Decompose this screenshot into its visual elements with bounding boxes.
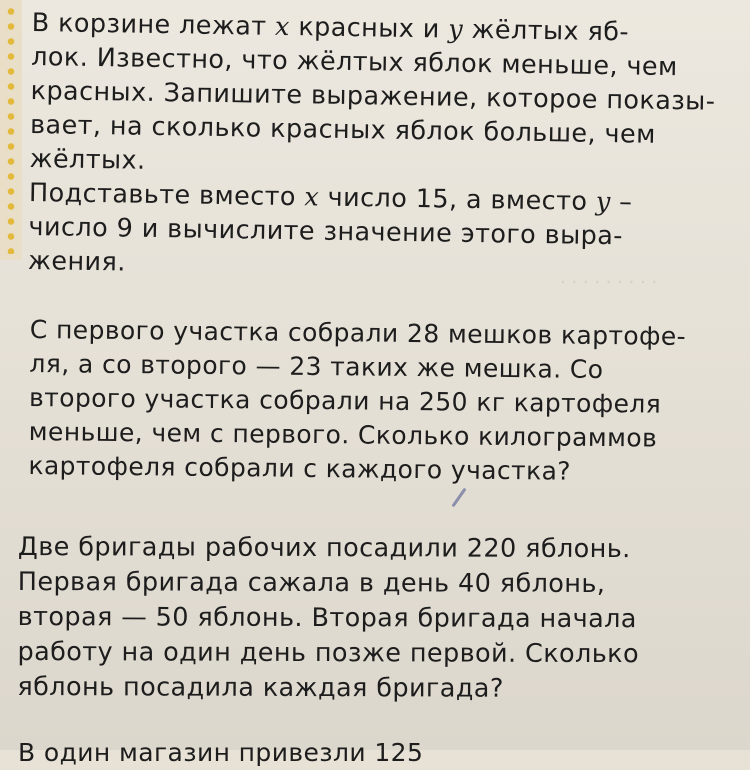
problem2-line: меньше, чем с первого. Сколько килограммов bbox=[28, 416, 658, 453]
problem3-line: вторая — 50 яблонь. Вторая бригада начала bbox=[17, 601, 637, 635]
problem2-line: картофеля собрали с каждого участка? bbox=[28, 450, 572, 486]
problem3-line: Две бригады рабочих посадили 220 яблонь. bbox=[17, 532, 631, 565]
pen-mark bbox=[451, 488, 466, 508]
problem-apple-trees bbox=[17, 530, 734, 707]
problem1-line3: красных. Запишите выражение, которое показы- bbox=[30, 75, 716, 117]
problem-apples-expression bbox=[28, 6, 748, 289]
problem2-line: С первого участка собрали 28 мешков картофе- bbox=[29, 314, 687, 351]
problem3-line: работу на один день позже первой. Сколько bbox=[17, 636, 640, 670]
problem1-line6: Подставьте вместо x число 15, а вместо y – bbox=[28, 177, 633, 218]
problem-shop-cut-off bbox=[18, 736, 734, 770]
problem1-line1: В корзине лежат x красных и y жёлтых яб- bbox=[31, 7, 630, 48]
variable-x: x bbox=[274, 11, 291, 43]
problem2-line: ля, а со второго — 23 таких же мешка. Со bbox=[29, 348, 604, 385]
problem1-line5: жёлтых. bbox=[29, 143, 146, 176]
problem1-line8: жения. bbox=[27, 245, 126, 278]
problem1-line2: лок. Известно, что жёлтых яблок меньше, чем bbox=[30, 41, 678, 83]
problem3-line: яблонь посадила каждая бригада? bbox=[17, 671, 504, 704]
margin-dots-decoration bbox=[6, 4, 16, 254]
variable-y: y bbox=[595, 186, 611, 218]
variable-x: x bbox=[304, 182, 320, 213]
problem4-line: В один магазин привезли 125 bbox=[18, 738, 424, 767]
problem3-line: Первая бригада сажала в день 40 яблонь, bbox=[17, 566, 606, 600]
problem2-line: второго участка собрали на 250 кг картофеля bbox=[28, 382, 662, 419]
page-margin-strip bbox=[0, 0, 22, 260]
problem1-line4: вает, на сколько красных яблок больше, чем bbox=[29, 109, 656, 150]
variable-y: y bbox=[447, 14, 464, 45]
bleed-through-decoration: · · · · · · · · · bbox=[560, 272, 658, 293]
problem-potatoes bbox=[28, 313, 746, 490]
problem1-line7: число 9 и вычислите значение этого выра- bbox=[28, 211, 624, 252]
